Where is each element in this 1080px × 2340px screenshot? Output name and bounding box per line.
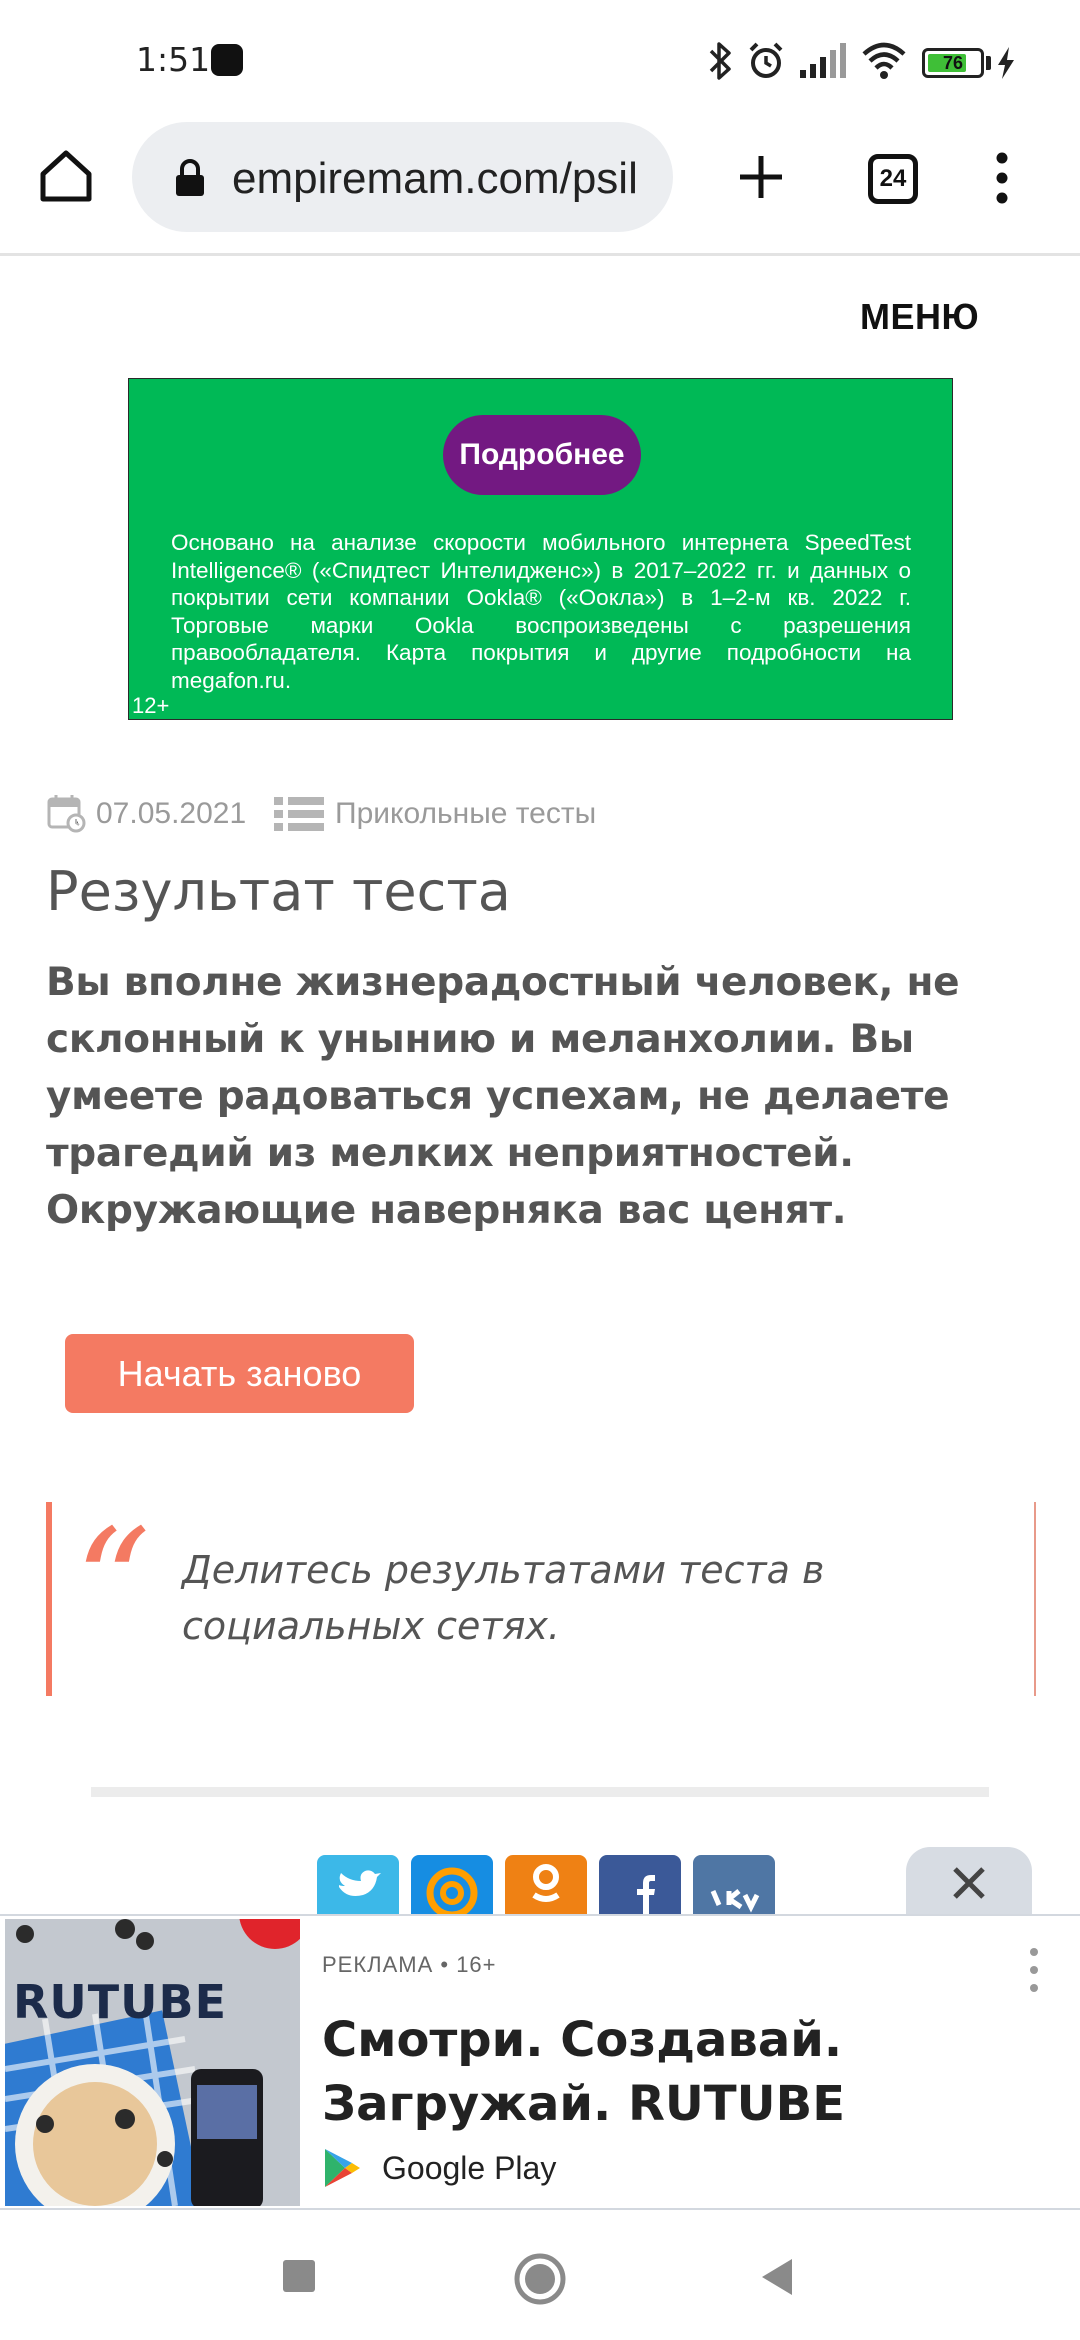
browser-toolbar xyxy=(0,118,1080,256)
calendar-icon xyxy=(46,793,86,833)
ad-store-name: Google Play xyxy=(382,2150,557,2186)
home-nav-icon[interactable] xyxy=(513,2252,567,2306)
bluetooth-icon xyxy=(705,40,735,82)
restart-button[interactable]: Начать заново xyxy=(65,1334,414,1413)
ad-label: РЕКЛАМА • 16+ xyxy=(322,1952,497,1977)
back-icon[interactable] xyxy=(758,2256,796,2298)
tab-switcher-button[interactable]: 24 xyxy=(868,154,918,204)
facebook-share-button[interactable] xyxy=(599,1855,681,1915)
category-list-icon xyxy=(274,795,326,833)
status-time: 1:51 xyxy=(136,40,211,79)
quote-mark-icon: “ xyxy=(74,1498,151,1672)
charging-icon xyxy=(996,46,1016,80)
post-category-link[interactable]: Прикольные тесты xyxy=(335,797,597,830)
post-date: 07.05.2021 xyxy=(96,797,247,830)
rutube-ad-image xyxy=(5,1919,300,2206)
signal-icon xyxy=(798,40,850,82)
ad-age-rating: 12+ xyxy=(132,693,170,718)
rutube-logo: RUTUBE xyxy=(13,1975,227,2029)
bottom-ad[interactable] xyxy=(0,1914,1080,2210)
address-bar[interactable] xyxy=(132,122,673,232)
alarm-icon xyxy=(745,40,787,82)
divider xyxy=(91,1787,989,1797)
close-icon xyxy=(949,1863,989,1903)
screen-record-icon xyxy=(211,44,243,76)
ad-headline[interactable]: Смотри. Создавай. Загружай. RUTUBE xyxy=(322,2012,845,2132)
wifi-icon xyxy=(860,40,908,82)
system-nav-bar xyxy=(0,2212,1080,2340)
twitter-share-button[interactable] xyxy=(317,1855,399,1915)
google-play-icon xyxy=(322,2146,362,2190)
rutube-promo-picture xyxy=(5,1919,300,2206)
more-options-icon[interactable] xyxy=(990,150,1014,206)
menu-link[interactable]: МЕНЮ xyxy=(860,296,980,337)
recents-icon[interactable] xyxy=(281,2258,317,2294)
ad-fine-print: Основано на анализе скорости мобильного интернета SpeedTest Intelligence® («Спидтест Интелидженс») в 2017–2022 гг. и данных о покрытии сети компании Ookla® («Оокла») в 1–2-м кв. 2022 г. Торговые марки Ookla воспроизведены с разрешения правообладателя. Карта покрытия и другие подробности на megafon.ru. xyxy=(171,530,911,693)
facebook-icon xyxy=(599,1855,681,1915)
twitter-icon xyxy=(317,1855,399,1915)
vk-icon xyxy=(693,1855,775,1915)
battery-indicator xyxy=(922,48,984,78)
new-tab-icon[interactable] xyxy=(736,152,786,202)
home-icon[interactable] xyxy=(38,148,94,204)
lock-icon[interactable] xyxy=(174,158,206,198)
ad-banner[interactable] xyxy=(128,378,953,720)
status-bar xyxy=(0,0,1080,118)
odnoklassniki-share-button[interactable] xyxy=(505,1855,587,1915)
mailru-share-button[interactable] xyxy=(411,1855,493,1915)
url-text[interactable]: empiremam.com/psil xyxy=(232,154,638,203)
page-title: Результат теста xyxy=(46,860,511,923)
odnoklassniki-icon xyxy=(505,1855,587,1915)
mailru-icon xyxy=(411,1855,493,1915)
ad-more-button[interactable]: Подробнее xyxy=(443,415,641,495)
battery-level: 76 xyxy=(942,53,964,73)
vk-share-button[interactable] xyxy=(693,1855,775,1915)
test-result-text: Вы вполне жизнерадостный человек, не склонный к унынию и меланхолии. Вы умеете радоваться успехам, не делаете трагедий из мелких неприятностей. Окружающие наверняка вас ценят. xyxy=(46,960,960,1233)
share-quote xyxy=(46,1498,1036,1696)
ad-options-icon[interactable] xyxy=(1026,1946,1042,1994)
quote-text: Делитесь результатами теста в социальных сетях. xyxy=(182,1548,825,1648)
close-ad-button[interactable] xyxy=(906,1847,1032,1917)
battery-tip xyxy=(986,56,991,70)
